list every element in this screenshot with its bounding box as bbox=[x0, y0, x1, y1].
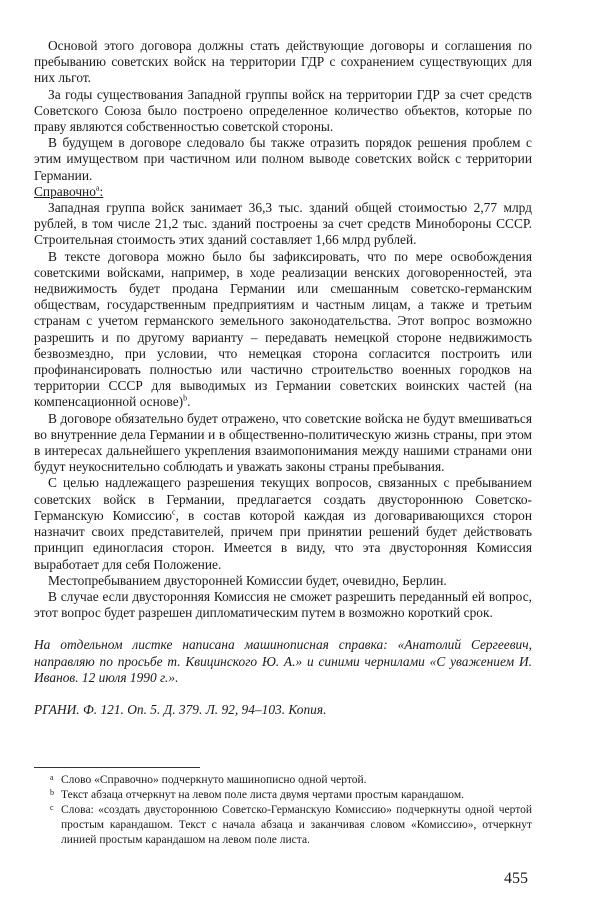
paragraph-future-agreement: В будущем в договоре следовало бы также отразить порядок решения проблем с этим имуществом при частичном или полном выводе советских войск с территории Германии. bbox=[34, 135, 532, 183]
footnotes-section bbox=[34, 767, 532, 848]
reference-data: Западная группа войск занимает 36,3 тыс. зданий общей стоимостью 2,77 млрд рублей, в том числе 21,2 тыс. зданий построены за счет средств Минобороны СССР. Строительная стоимость этих зданий составляет 1,66 млрд рублей. bbox=[34, 200, 532, 248]
paragraph-property-transfer bbox=[34, 249, 532, 411]
commission-text-before: С целью надлежащего разрешения текущих вопросов, связанных с пребыванием советских войск в Германии, предлагается создать двустороннюю Советско-Германскую Комиссию bbox=[34, 475, 532, 523]
footnote-b-text: Текст абзаца отчеркнут на левом поле листа двумя чертами простым карандашом. bbox=[61, 789, 464, 801]
editorial-note: На отдельном листке написана машинописная справка: «Анатолий Сергеевич, направляю по просьбе т. Квицинского Ю. А.» и синими чернилами «С уважением И. Иванов. 12 июля 1990 г.». bbox=[34, 637, 532, 685]
reference-label-suffix: : bbox=[99, 183, 104, 199]
document-body bbox=[34, 38, 532, 718]
footnote-a-mark: a bbox=[50, 773, 54, 782]
reference-heading bbox=[34, 184, 532, 200]
footnote-b-mark: b bbox=[50, 788, 54, 797]
footnote-a-text: Слово «Справочно» подчеркнуто машинописно одной чертой. bbox=[61, 774, 367, 786]
page-number: 455 bbox=[504, 870, 528, 887]
footnote-c bbox=[34, 803, 532, 848]
property-transfer-text: В тексте договора можно было бы зафиксировать, что по мере освобождения советскими войсками, например, в ходе реализации венских договоренностей, эта недвижимость будет продана Германии или смешанным советско-германским обществам, государственным предприятиям и частным лицам, а также и третьим странам с учетом германского земельного законодательства. Этот вопрос возможно разрешить и по другому варианту – передавать немецкой стороне недвижимость безвозмездно, при условии, что немецкая сторона согласится построить или профинансировать полностью или частично строительство военных городков на территории СССР для выводимых из Германии советских воинских частей (на компенсационной основе) bbox=[34, 248, 532, 410]
paragraph-property-built: За годы существования Западной группы войск на территории ГДР за счет средств Советского Союза было построено определенное количество объектов, которые по праву являются собственностью советской стороны. bbox=[34, 86, 532, 135]
commission-text-after: , в состав которой каждая из договаривающихся сторон назначит своих представителей, причем при принятии решений будет действовать принцип единогласия сторон. Имеется в виду, что эта двусторонняя Комиссия выработает для себя Положение. bbox=[34, 507, 533, 572]
paragraph-agreement-basis: Основой этого договора должны стать действующие договоры и соглашения по пребыванию советских войск на территории ГДР с сохранением существующих для них льгот. bbox=[34, 38, 532, 86]
paragraph-non-interference: В договоре обязательно будет отражено, что советские войска не будут вмешиваться во внутренние дела Германии и в общественно-политическую жизнь страны, при этом в интересах дальнейшего укрепления взаимопонимания между нашими странами они будут неукоснительно соблюдать и уважать законы страны пребывания. bbox=[34, 410, 532, 475]
footnote-b bbox=[34, 788, 532, 803]
property-transfer-footnote-mark: b bbox=[183, 394, 188, 403]
reference-footnote-mark: a bbox=[95, 183, 100, 193]
reference-label: Справочно bbox=[34, 183, 96, 199]
footnote-c-mark: c bbox=[50, 803, 54, 812]
commission-footnote-mark: c bbox=[172, 507, 176, 517]
paragraph-commission bbox=[34, 475, 532, 572]
archive-reference: РГАНИ. Ф. 121. Оп. 5. Д. 379. Л. 92, 94–103. Копия. bbox=[34, 701, 327, 717]
footnote-a bbox=[34, 773, 532, 788]
paragraph-diplomatic-resolution: В случае если двусторонняя Комиссия не сможет разрешить переданный ей вопрос, этот вопрос будет разрешен дипломатическим путем в возможно короткий срок. bbox=[34, 588, 532, 621]
paragraph-commission-location: Местопребыванием двусторонней Комиссии будет, очевидно, Берлин. bbox=[48, 572, 447, 588]
footnote-divider bbox=[34, 767, 200, 768]
property-transfer-period: . bbox=[187, 394, 191, 410]
footnote-c-text: Слова: «создать двустороннюю Советско-Германскую Комиссию» подчеркнуты одной чертой простым карандашом. Текст с начала абзаца и заканчивая словом «Комиссию», отчеркнут линией простым карандашом на левом поле листа. bbox=[61, 804, 532, 846]
